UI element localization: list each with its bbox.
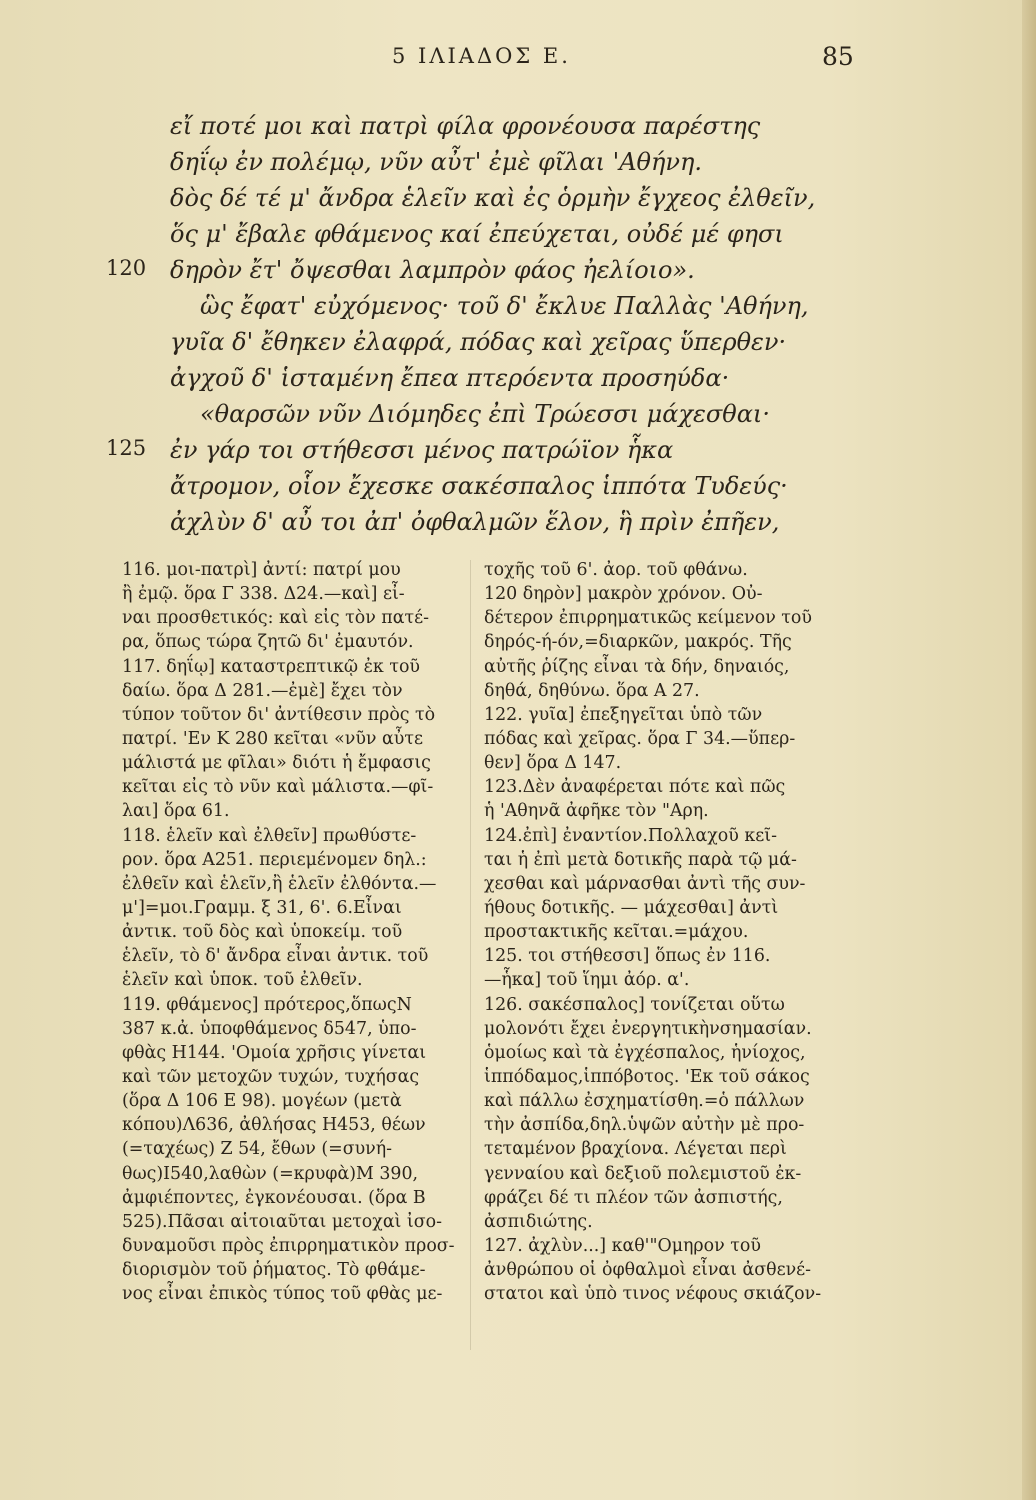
commentary-line: 125. τοι στήθεσσι] ὅπως ἐν 116. [484,946,771,967]
commentary-line: 118. ἑλεῖν καὶ ἐλθεῖν] πρωθύστε- [122,825,417,846]
commentary-line: 122. γυῖα] ἐπεξηγεῖται ὑπὸ τῶν [484,704,763,725]
commentary-line: ἱππόδαμος,ἱππόβοτος. 'Εκ τοῦ σάκος [484,1066,810,1087]
commentary-line: ὁμοίως καὶ τὰ ἐγχέσπαλος, ἡνίοχος, [484,1042,806,1063]
verse-text: ἀγχοῦ δ' ἱσταμένη ἔπεα πτερόεντα προσηύδα· [170,364,730,392]
commentary-line: ρα, ὅπως τώρα ζητῶ δι' ἐμαυτόν. [122,632,414,653]
verse-line [100,252,860,288]
commentary-line: καὶ τῶν μετοχῶν τυχών, τυχήσας [122,1066,420,1087]
commentary-line: νος εἶναι ἐπικὸς τύπος τοῦ φθὰς με- [122,1284,443,1305]
verse-line [100,360,860,396]
commentary-line: δαίω. ὅρα Δ 281.—ἐμὲ] ἔχει τὸν [122,680,403,701]
commentary-line: ἑλεῖν καὶ ὑποκ. τοῦ ἐλθεῖν. [122,970,363,991]
commentary-line: 116. μοι-πατρὶ] ἀντί: πατρί μου [122,560,401,580]
commentary-line: πόδας καὶ χεῖρας. ὅρα Γ 34.—ὕπερ- [484,728,796,749]
commentary-line: θως)Ι540,λαθὼν (=κρυφὰ)Μ 390, [122,1163,419,1184]
verse-line [100,144,860,180]
verse-text: γυῖα δ' ἔθηκεν ἐλαφρά, πόδας καὶ χεῖρας ὕπερθεν· [170,328,787,356]
verse-text: ὣς ἔφατ' εὐχόμενος· τοῦ δ' ἔκλυε Παλλὰς 'Αθήνη, [200,292,809,320]
commentary-line: τὴν ἀσπίδα,δηλ.ὑψῶν αὐτὴν μὲ προ- [484,1115,805,1136]
commentary-line: ται ἡ ἐπὶ μετὰ δοτικῆς παρὰ τῷ μά- [484,849,797,870]
commentary-line: ἀσπιδιώτης. [484,1211,593,1232]
commentary-line: τοχῆς τοῦ 6'. ἀορ. τοῦ φθάνω. [484,560,748,580]
commentary-line: 124.ἐπὶ] ἐναντίον.Πολλαχοῦ κεῖ- [484,825,777,846]
commentary-line: ἢ ἐμῷ. ὅρα Γ 338. Δ24.—καὶ] εἶ- [122,584,405,605]
commentary-line: θεν] ὅρα Δ 147. [484,753,622,774]
verse-text: «θαρσῶν νῦν Διόμηδες ἐπὶ Τρώεσσι μάχεσθαι· [200,400,770,428]
verse-text: ἄτρομον, οἷον ἔχεσκε σακέσπαλος ἱππότα Τυδεύς· [170,472,788,500]
page-header [0,44,1036,74]
commentary-line: δηθά, δηθύνω. ὅρα Α 27. [484,680,700,701]
commentary-line: προστακτικῆς κεῖται.=μάχου. [484,922,749,943]
commentary-line: ναι προσθετικός: καὶ εἰς τὸν πατέ- [122,608,429,629]
commentary-line: καὶ πάλλω ἐσχηματίσθη.=ὁ πάλλων [484,1091,805,1112]
verse-line [100,432,860,468]
commentary-line: πατρί. 'Εν Κ 280 κεῖται «νῦν αὖτε [122,728,423,749]
verse-number: 125 [106,436,147,460]
commentary-line: ἀνθρώπου οἱ ὀφθαλμοὶ εἶναι ἀσθενέ- [484,1260,812,1281]
verse-line [100,216,860,252]
commentary-line: 117. δηΐῳ] καταστρεπτικῷ ἐκ τοῦ [122,656,420,677]
commentary-line: δυναμοῦσι πρὸς ἐπιρρηματικὸν προσ- [122,1235,455,1256]
commentary-line: δέτερον ἐπιρρηματικῶς κείμενον τοῦ [484,608,812,629]
commentary-line: 126. σακέσπαλος] τονίζεται οὕτω [484,994,785,1015]
verse-text: ἐν γάρ τοι στήθεσσι μένος πατρώϊον ἧκα [170,436,674,464]
verse-text: εἴ ποτέ μοι καὶ πατρὶ φίλα φρονέουσα παρέστης [170,112,761,140]
commentary-line: φράζει δέ τι πλέον τῶν ἀσπιστής, [484,1187,783,1208]
commentary-line: τεταμένον βραχίονα. Λέγεται περὶ [484,1139,787,1160]
verse-line [100,180,860,216]
verse-text: ὅς μ' ἔβαλε φθάμενος καί ἐπεύχεται, οὐδέ μέ φησι [170,220,784,248]
commentary-left-column [122,558,467,1306]
commentary-line: τύπον τοῦτον δι' ἀντίθεσιν πρὸς τὸ [122,704,436,725]
verse-line [100,108,860,144]
commentary-line: 119. φθάμενος] πρότερος,ὅπωςΝ [122,994,412,1015]
commentary-line: μολονότι ἔχει ἐνεργητικὴνσημασίαν. [484,1018,812,1039]
commentary-line: ἡ 'Αθηνᾶ ἀφῆκε τὸν "Αρη. [484,801,709,822]
commentary-line: (=ταχέως) Ζ 54, ἔθων (=συνή- [122,1139,393,1160]
commentary-line: κόπου)Λ636, ἀθλήσας Η453, θέων [122,1115,426,1136]
verse-line [100,324,860,360]
commentary-line: ρον. ὅρα Α251. περιεμένομεν δηλ.: [122,849,427,870]
commentary-line: —ἧκα] τοῦ ἵημι ἀόρ. α'. [484,970,690,991]
commentary-line: (ὅρα Δ 106 Ε 98). μογέων (μετὰ [122,1091,402,1112]
verse-block [100,108,860,540]
verse-line [100,288,860,324]
commentary-line: γενναίου καὶ δεξιοῦ πολεμιστοῦ ἐκ- [484,1163,802,1184]
commentary-line: 525).Πᾶσαι αἱτοιαῦται μετοχαὶ ἰσο- [122,1211,442,1232]
commentary-line: μάλιστά με φῖλαι» διότι ἡ ἔμφασις [122,753,431,774]
page-edge [1022,0,1036,1500]
verse-line [100,396,860,432]
verse-number: 120 [106,256,147,280]
commentary-line: ἑλεῖν, τὸ δ' ἄνδρα εἶναι ἀντικ. τοῦ [122,946,429,967]
commentary-line: κεῖται εἰς τὸ νῦν καὶ μάλιστα.—φῖ- [122,777,434,798]
commentary-line: αὐτῆς ῥίζης εἶναι τὰ δήν, δηναιός, [484,656,790,677]
verse-line [100,468,860,504]
verse-text: δὸς δέ τέ μ' ἄνδρα ἑλεῖν καὶ ἐς ὁρμὴν ἔγχεος ἐλθεῖν, [170,184,816,212]
commentary-line: 123.Δὲν ἀναφέρεται πότε καὶ πῶς [484,777,786,798]
commentary-line: χεσθαι καὶ μάρνασθαι ἀντὶ τῆς συν- [484,873,806,894]
commentary-line: 120 δηρὸν] μακρὸν χρόνον. Οὐ- [484,584,763,605]
commentary-line: φθὰς Η144. 'Ομοία χρῆσις γίνεται [122,1042,427,1063]
commentary-line: 127. ἀχλὺν...] καθ'"Ομηρον τοῦ [484,1235,761,1256]
running-title: 5 ΙΛΙΑΔΟΣ Ε. [392,44,571,68]
page-number: 85 [822,42,854,71]
verse-text: ἀχλὺν δ' αὖ τοι ἀπ' ὀφθαλμῶν ἕλον, ἣ πρὶν ἐπῆεν, [170,508,780,536]
commentary-line: λαι] ὅρα 61. [122,801,230,822]
verse-text: δηρὸν ἔτ' ὄψεσθαι λαμπρὸν φάος ἠελίοιο». [170,256,695,284]
commentary-line: στατοι καὶ ὑπὸ τινος νέφους σκιάζον- [484,1284,822,1305]
commentary-right-column [484,558,854,1306]
verse-text: δηΐῳ ἐν πολέμῳ, νῦν αὖτ' ἐμὲ φῖλαι 'Αθήνη. [170,148,702,176]
commentary-line: δηρός-ή-όν,=διαρκῶν, μακρός. Τῆς [484,632,792,653]
column-divider [470,560,471,1350]
commentary-line: ήθους δοτικῆς. — μάχεσθαι] ἀντὶ [484,897,779,918]
commentary-line: μ']=μοι.Γραμμ. ξ 31, 6'. 6.Εἶναι [122,897,402,918]
verse-line [100,504,860,540]
commentary-line: ἐλθεῖν καὶ ἑλεῖν,ἢ ἑλεῖν ἐλθόντα.— [122,873,437,894]
commentary-line: 387 κ.ἀ. ὑποφθάμενος δ547, ὑπο- [122,1018,417,1039]
commentary-line: ἀντικ. τοῦ δὸς καὶ ὑποκείμ. τοῦ [122,922,403,943]
commentary-line: διορισμὸν τοῦ ῥήματος. Τὸ φθάμε- [122,1260,426,1281]
commentary-line: ἀμφιέποντες, ἐγκονέουσαι. (ὅρα Β [122,1187,426,1208]
